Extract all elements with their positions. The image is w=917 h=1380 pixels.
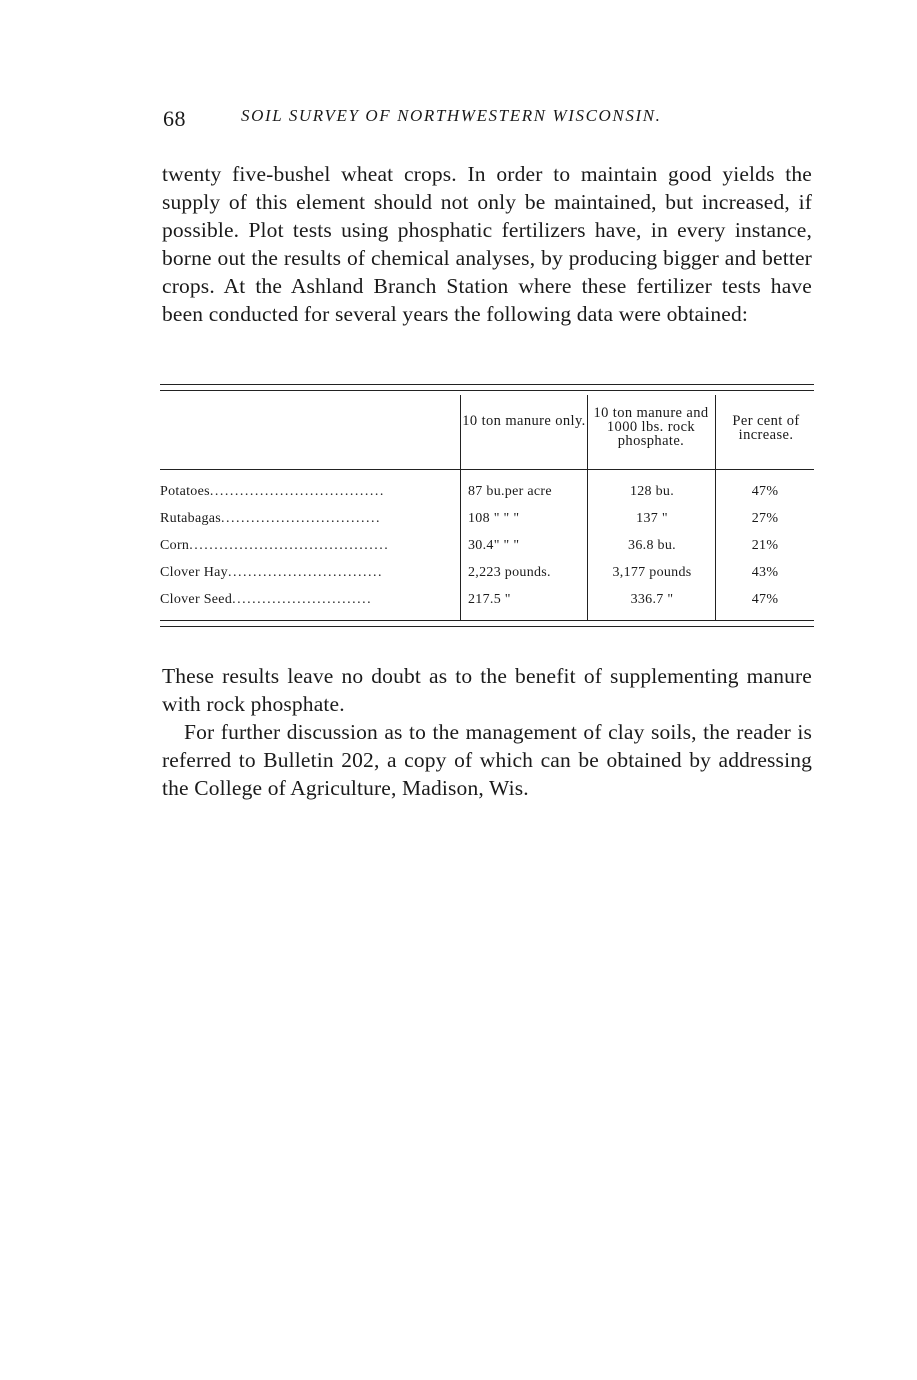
further-reading-paragraph: For further discussion as to the management of clay soils, the reader is referred to Bulletin 202, a copy of which can be obtained by addressing the College of Agriculture, Madison, Wis. [162, 720, 812, 800]
row-label [160, 484, 458, 500]
percent-increase-value: 21% [751, 538, 779, 553]
crop-name: Clover Seed [160, 592, 233, 607]
manure-phosphate-value: 137 " [636, 511, 668, 526]
table-row [160, 592, 814, 614]
table-top-rule-inner [160, 390, 814, 391]
table-row [160, 484, 814, 506]
table-row [160, 565, 814, 587]
leader-dots: ................................ [221, 511, 382, 526]
row-label [160, 565, 458, 581]
table-header-rule [160, 469, 814, 470]
percent-increase-value: 47% [751, 592, 779, 607]
leader-dots: ........................................ [189, 538, 390, 553]
manure-only-value: 108 " " " [468, 511, 520, 526]
leader-dots: ............................... [227, 565, 383, 580]
manure-only-value: 87 bu.per acre [468, 484, 552, 499]
column-header-percent-increase: Per cent of increase. [732, 413, 800, 443]
leader-dots: ................................... [209, 484, 385, 499]
manure-only-value: 217.5 " [468, 592, 511, 607]
leader-dots: ............................ [232, 592, 373, 607]
percent-increase-value: 27% [751, 511, 779, 526]
column-header-manure-phosphate: 10 ton manure and 1000 lbs. rock phosphate. [593, 405, 709, 449]
manure-phosphate-value: 336.7 " [630, 592, 674, 607]
fertilizer-results-table [160, 384, 814, 634]
crop-name: Rutabagas [160, 511, 222, 526]
table-row [160, 511, 814, 533]
page-number: 68 [163, 106, 186, 131]
table-bottom-rule-outer [160, 626, 814, 627]
table-bottom-rule [160, 620, 814, 621]
table-top-rule [160, 384, 814, 385]
crop-name: Clover Hay [160, 565, 228, 580]
manure-only-value: 2,223 pounds. [468, 565, 551, 580]
manure-phosphate-value: 36.8 bu. [628, 538, 676, 553]
crop-name: Potatoes [160, 484, 210, 499]
row-label [160, 511, 458, 527]
table-row [160, 538, 814, 560]
manure-only-value: 30.4" " " [468, 538, 520, 553]
intro-paragraph: twenty five-bushel wheat crops. In order to maintain good yields the supply of this element should not only be maintained, but increased, if possible. Plot tests using phosphatic fertilizers have, in every instance, borne out the results of chemical analyses, by producing bigger and better crops. At the Ashland Branch Station where these fertilizer tests have been conducted for several years the following data were obtained: [162, 162, 812, 326]
row-label [160, 592, 458, 608]
column-header-manure-only: 10 ton manure only. [462, 413, 586, 429]
conclusion-paragraph: These results leave no doubt as to the benefit of supplementing manure with rock phosphate. [162, 664, 812, 716]
running-title: SOIL SURVEY OF NORTHWESTERN WISCONSIN. [241, 106, 662, 125]
percent-increase-value: 43% [751, 565, 779, 580]
manure-phosphate-value: 3,177 pounds [612, 565, 692, 580]
row-label [160, 538, 458, 554]
manure-phosphate-value: 128 bu. [629, 484, 675, 499]
crop-name: Corn [160, 538, 190, 553]
page-header [163, 104, 813, 134]
percent-increase-value: 47% [751, 484, 779, 499]
